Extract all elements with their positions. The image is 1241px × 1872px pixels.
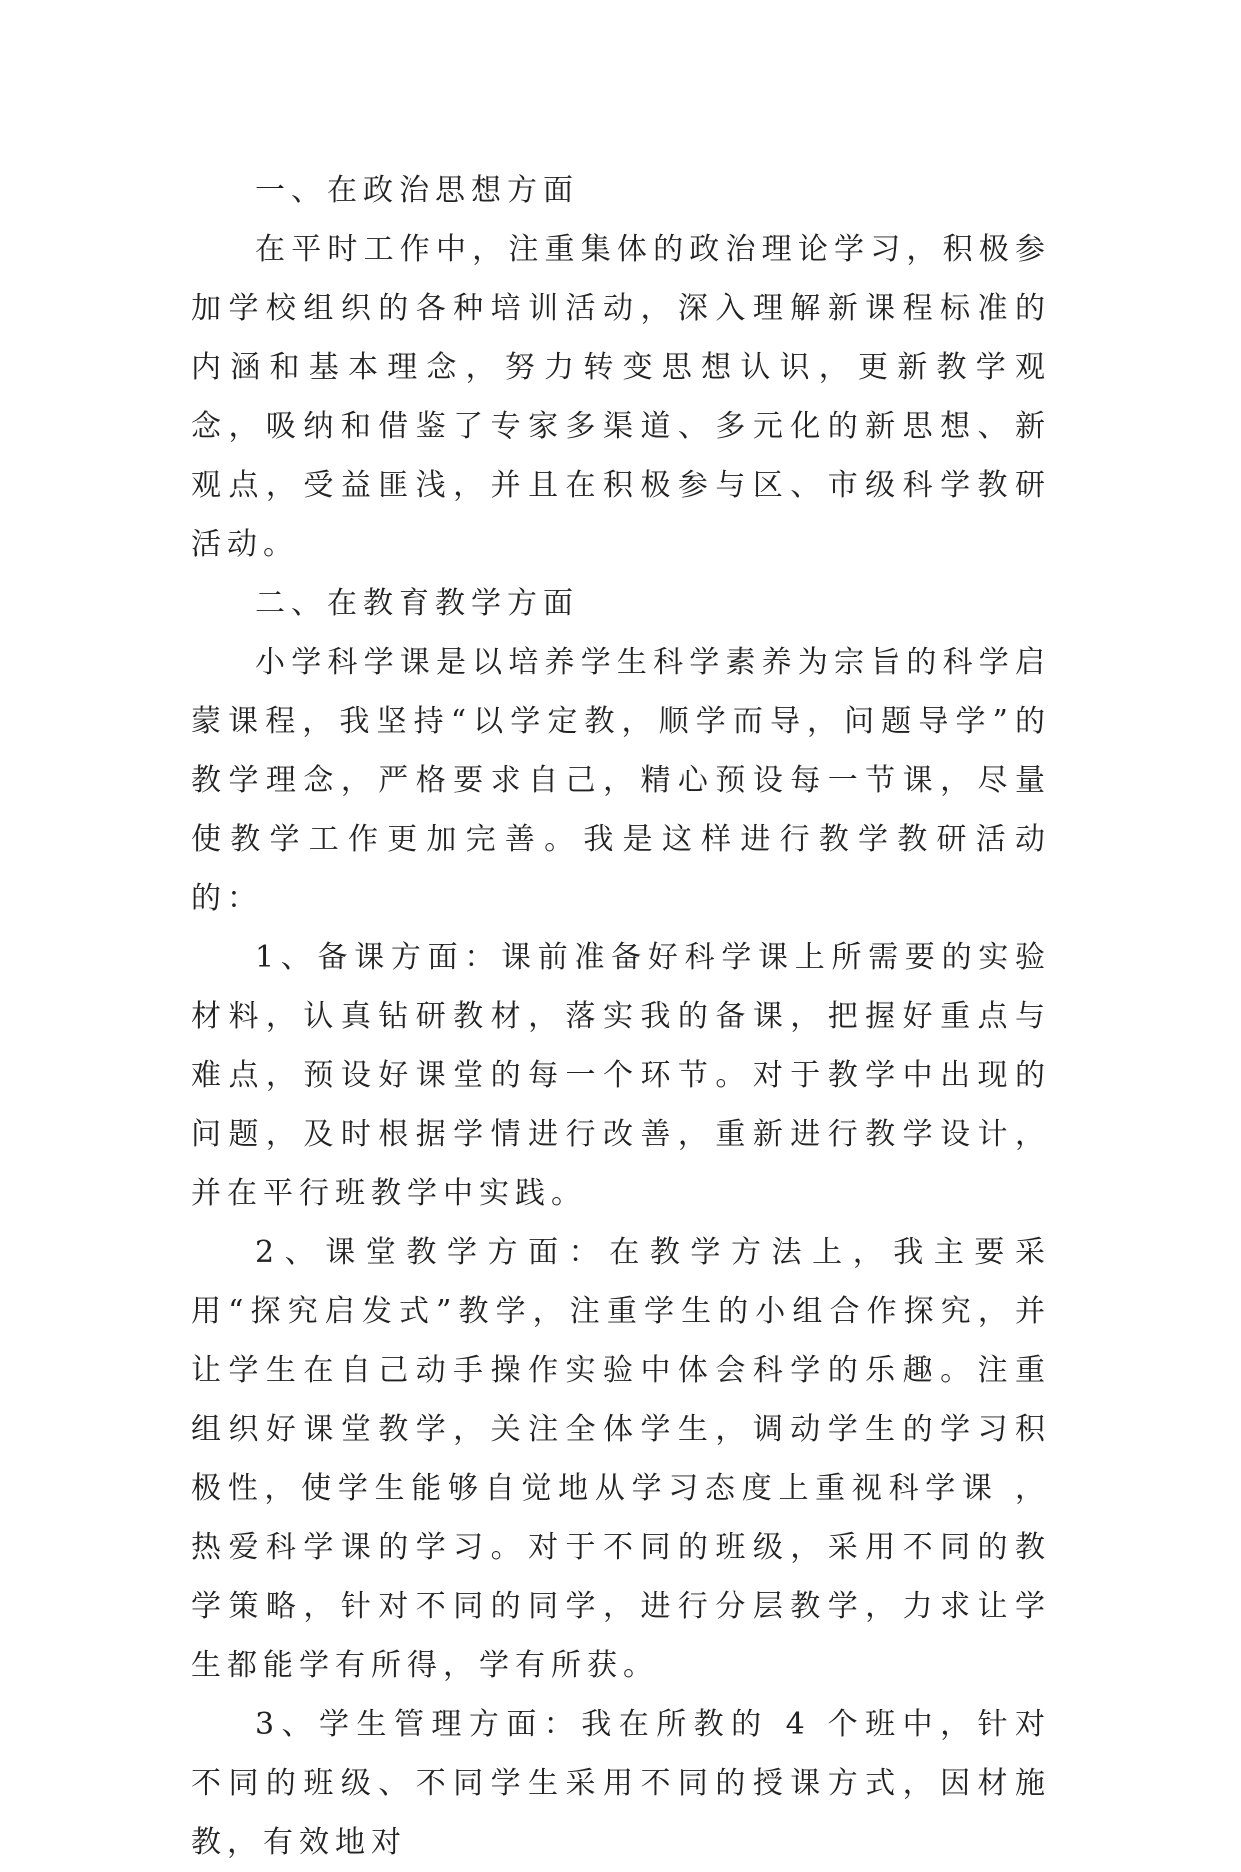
paragraph-science-course: 小学科学课是以培养学生科学素养为宗旨的科学启蒙课程，我坚持“以学定教，顺学而导，问题导学”的教学理念，严格要求自己，精心预设每一节课，尽量使教学工作更加完善。我是这样进行教学教研活动的： [191,645,1051,916]
paragraph-lesson-preparation: 1、备课方面：课前准备好科学课上所需要的实验材料，认真钻研教材，落实我的备课，把握好重点与难点，预设好课堂的每一个环节。对于教学中出现的问题，及时根据学情进行改善，重新进行教学设计，并在平行班教学中实践。 [191,940,1051,1211]
paragraph-political-study: 在平时工作中，注重集体的政治理论学习，积极参加学校组织的各种培训活动，深入理解新课程标准的内涵和基本理念，努力转变思想认识，更新教学观念，吸纳和借鉴了专家多渠道、多元化的新思想、新观点，受益匪浅，并且在积极参与区、市级科学教研活动。 [191,232,1051,562]
heading-political-thought: 一、在政治思想方面 [255,173,579,208]
paragraph-student-management: 3、学生管理方面：我在所教的 4 个班中，针对不同的班级、不同学生采用不同的授课方式，因材施教，有效地对 [191,1707,1051,1860]
paragraph-classroom-teaching: 2、课堂教学方面：在教学方法上，我主要采用“探究启发式”教学，注重学生的小组合作探究，并让学生在自己动手操作实验中体会科学的乐趣。注重组织好课堂教学，关注全体学生，调动学生的学习积极性，使学生能够自觉地从学习态度上重视科学课 ，热爱科学课的学习。对于不同的班级，采用不同的教学策略，针对不同的同学，进行分层教学，力求让学生都能学有所得，学有所获。 [191,1235,1051,1683]
document-body [191,161,1051,1872]
heading-education-teaching: 二、在教育教学方面 [255,586,579,621]
